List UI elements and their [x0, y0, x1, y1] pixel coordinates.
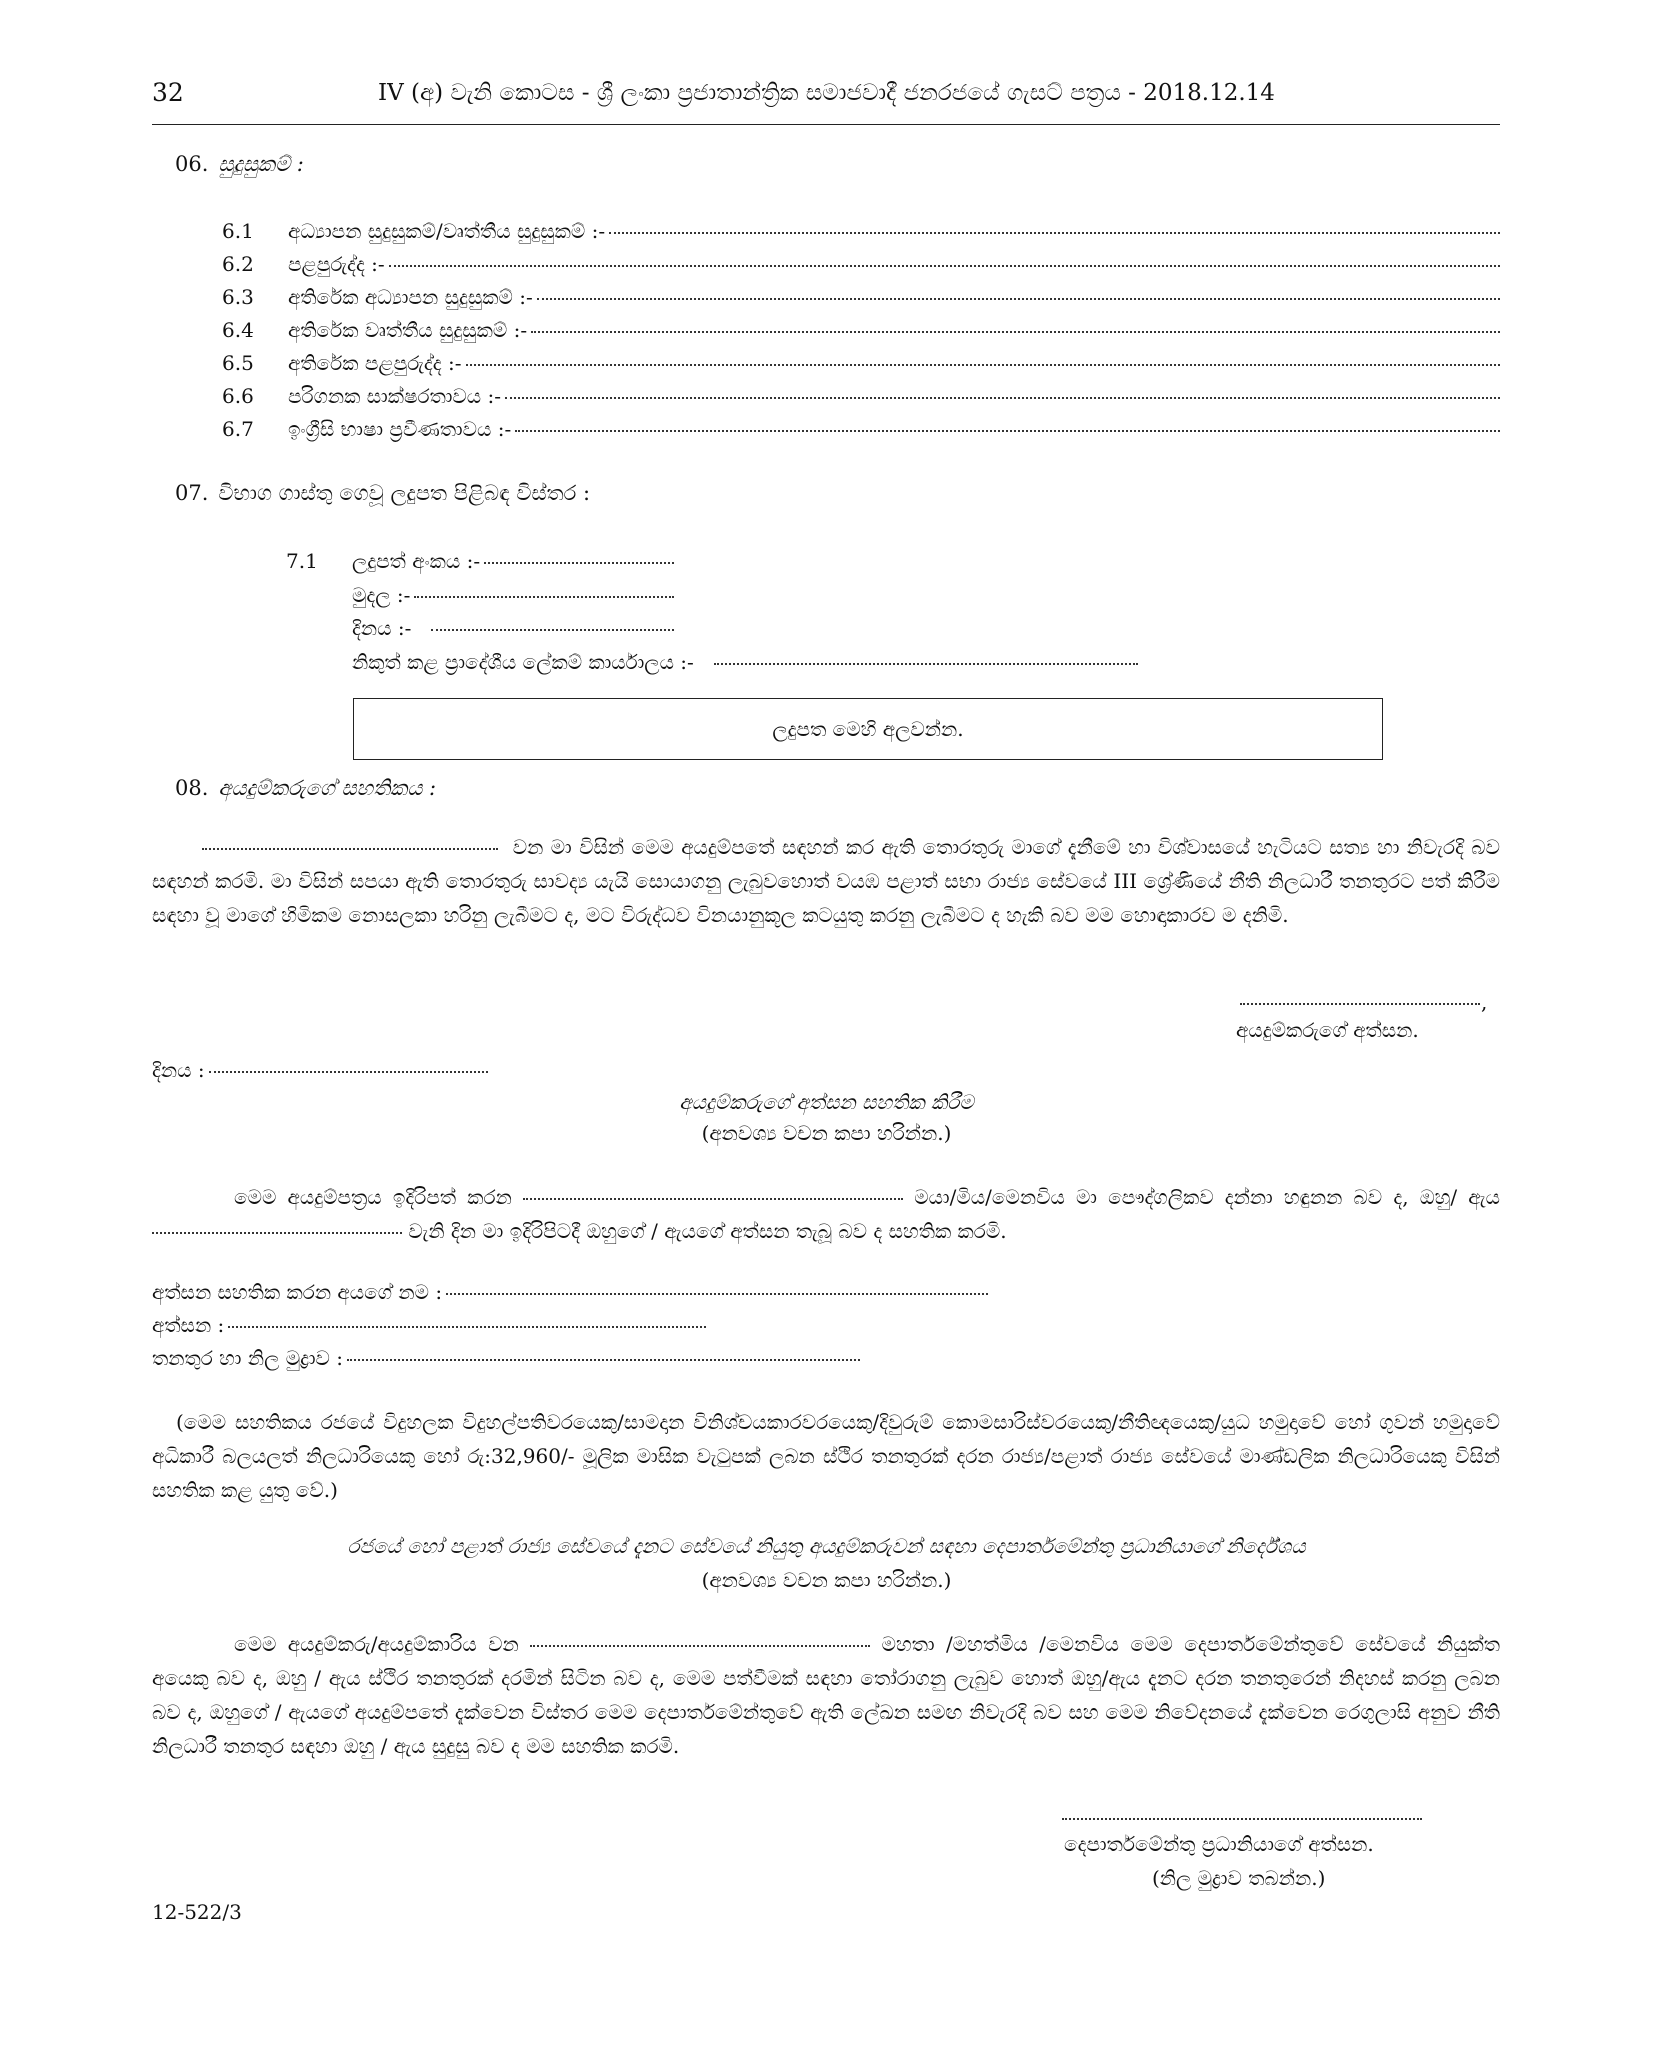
field-label: අත්සන සහතික කරන අයගේ නම :: [152, 1280, 443, 1304]
header-rule: [152, 124, 1500, 125]
section-07-heading: [175, 481, 590, 506]
applicant-name-blank[interactable]: [530, 1645, 870, 1647]
page-number: 32: [152, 78, 184, 107]
attestation-paragraph: [152, 1180, 1500, 1248]
declaration-text: වන මා විසින් මෙම අයදුම්පතේ සඳහන් කර ඇති තොරතුරු මාගේ දැනීමේ හා විශ්වාසයේ හැටියට සත්‍ය හා නිවැරදි බව සඳහන් කරමි. මා විසින් සපයා ඇති තොරතුරු සාවද්‍ය යැයි සොයාගනු ලැබුවහොත් වයඹ පළාත් සභා රාජ්‍ය සේවයේ III ශ්‍රේණියේ නීති නිලධාරී තනතුරට පත් කිරීම සඳහා වූ මාගේ හිමිකම නොසලකා හරිනු ලැබීමට ද, මට විරුද්ධව විනයානුකූල කටයුතු කරනු ලැබීමට ද හැකි බව මම හොඳාකාරව ම දනිමි.: [152, 835, 1500, 927]
section-title: අයදුම්කරුගේ සහතිකය :: [218, 776, 437, 800]
fill-in-line[interactable]: [484, 562, 674, 564]
section-06-heading: [175, 152, 304, 177]
attestation-note: (මෙම සහතිකය රජයේ විදුහලක විදුහල්පතිවරයෙකු/සාමදාන විනිශ්චයකාරවරයෙකු/දිවුරුම් කොමසාරිස්වරයෙකු/නීතිඥයෙකු/යුධ හමුදාවේ හෝ ගුවන් හමුදාවේ අධිකාරී බලයලත් නිලධාරියෙකු හෝ රු:32,960/- මූලික මාසික වැටුපක් ලබන ස්ථිර තනතුරක් දරන රාජ්‍ය/පළාත් රාජ්‍ය සේවයේ මාණ්ඩලික නිලධාරියෙකු විසින් සහතික කළ යුතු වේ.): [152, 1410, 1500, 1502]
item-number: 6.4: [222, 318, 254, 342]
field-label: තනතුර හා නිල මුද්‍රාව :: [152, 1346, 344, 1370]
fill-in-line[interactable]: [209, 1071, 488, 1073]
field-label: දිනය :-: [352, 616, 412, 640]
item-number: 6.1: [222, 219, 254, 243]
item-label: අතිරේක පළපුරුද්ද :-: [288, 351, 462, 375]
qualification-row: [222, 252, 1500, 276]
section-number: 07.: [175, 481, 209, 505]
fill-in-line[interactable]: [446, 1293, 988, 1295]
applicant-declaration: [152, 830, 1500, 932]
name-blank[interactable]: [202, 848, 498, 850]
fill-in-line[interactable]: [347, 1359, 860, 1361]
department-recommendation-paragraph: [152, 1627, 1500, 1763]
item-number: 6.2: [222, 252, 254, 276]
item-label: පරිගනක සාක්ෂරතාවය :-: [288, 384, 502, 408]
field-label: අත්සන :: [152, 1313, 225, 1337]
certifier-signature-field: [152, 1313, 706, 1337]
qualification-row: [222, 351, 1500, 375]
fill-in-line[interactable]: [714, 663, 1138, 665]
issuing-office-field: [352, 650, 1138, 674]
fill-in-line[interactable]: [389, 265, 1500, 267]
fill-in-line[interactable]: [414, 596, 674, 598]
notice-code: 12-522/3: [152, 1900, 242, 1924]
applicant-signature-label: අයදුම්කරුගේ අත්සන.: [1236, 1018, 1419, 1042]
attestation-text-a: මෙම අයදුම්පත්‍රය ඉදිරිපත් කරන: [234, 1185, 512, 1209]
attestation-title: අයදුම්කරුගේ අත්සන සහතික කිරීම: [679, 1090, 974, 1114]
item-label: අධ්‍යාපන සුදුසුකම්/වෘත්තීය සුදුසුකම් :-: [288, 219, 606, 243]
item-label: අතිරේක වෘත්තීය සුදුසුකම් :-: [288, 318, 528, 342]
attestation-date-blank[interactable]: [152, 1232, 402, 1234]
fill-in-line[interactable]: [609, 232, 1500, 234]
department-recommendation-title: රජයේ හෝ පළාත් රාජ්‍ය සේවයේ දැනට සේවයේ නියුතු අයදුම්කරුවන් සඳහා දෙපාර්තමේන්තු ප්‍රධානියාගේ නිර්දේශය: [347, 1534, 1306, 1558]
department-head-signature-label: දෙපාර්තමේන්තු ප්‍රධානියාගේ අත්සන.: [1064, 1832, 1374, 1856]
paste-instruction: ලදුපත මෙහි අලවන්න.: [772, 717, 964, 741]
qualification-row: [222, 318, 1500, 342]
section-08-heading: [175, 776, 436, 801]
qualification-row: [222, 417, 1500, 441]
receipt-number-field: [352, 549, 674, 573]
department-recommendation-subtitle: (අනවශ්‍ය වචන කපා හරින්න.): [701, 1568, 952, 1592]
section-number: 06.: [175, 152, 209, 176]
qualification-row: [222, 384, 1500, 408]
declaration-date-field: [152, 1058, 488, 1082]
attestation-text-c: වැනි දින මා ඉදිරිපිටදී ඔහුගේ / ඇයගේ අත්සන තැබූ බව ද සහතික කරමි.: [408, 1219, 1007, 1243]
fill-in-line[interactable]: [228, 1326, 706, 1328]
receipt-paste-box: [353, 698, 1383, 760]
item-number: 6.7: [222, 417, 254, 441]
qualification-row: [222, 219, 1500, 243]
field-label: දිනය :: [152, 1058, 205, 1082]
item-number: 6.6: [222, 384, 254, 408]
date-field: [352, 616, 674, 640]
applicant-name-blank[interactable]: [523, 1198, 903, 1200]
field-label: නිකුත් කළ ප්‍රාදේශීය ලේකම් කාර්යාලය :-: [352, 650, 694, 674]
field-label: ලදුපත් අංකය :-: [352, 549, 481, 573]
fill-in-line[interactable]: [505, 397, 1500, 399]
gazette-header-title: IV (අ) වැනි කොටස - ශ්‍රී ලංකා ප්‍රජාතාන්ත්‍රික සමාජවාදී ජනරජයේ ගැසට් පත්‍රය - 2018.12.14: [378, 80, 1275, 106]
section-title: සුදුසුකම් :: [218, 152, 304, 176]
item-label: පළපුරුද්ද :-: [288, 252, 385, 276]
field-label: මුදල :-: [352, 583, 411, 607]
certifier-name-field: [152, 1280, 988, 1304]
section-title: විභාග ගාස්තු ගෙවූ ලදුපත පිළිබඳ විස්තර :: [218, 481, 591, 505]
section-number: 08.: [175, 776, 209, 800]
applicant-signature-line[interactable]: [1240, 1003, 1480, 1005]
department-head-signature-line[interactable]: [1062, 1818, 1422, 1820]
item-number: 6.3: [222, 285, 254, 309]
subsection-number: 7.1: [286, 549, 318, 573]
fill-in-line[interactable]: [537, 298, 1500, 300]
attestation-text-b: මයා/මිය/මෙනවිය මා පෞද්ගලිකව දන්නා හඳුනන බව ද, ඔහු/ ඇය: [914, 1185, 1500, 1209]
attestation-subtitle: (අනවශ්‍ය වචන කපා හරින්න.): [701, 1121, 952, 1145]
item-label: ඉංග්‍රීසි භාෂා ප්‍රවීණතාවය :-: [288, 417, 512, 441]
certifier-post-field: [152, 1346, 860, 1370]
fill-in-line[interactable]: [515, 430, 1500, 432]
fill-in-line[interactable]: [466, 364, 1500, 366]
recommendation-text-a: මෙම අයදුම්කරු/අයදුම්කාරිය වන: [234, 1632, 519, 1656]
fill-in-line[interactable]: [431, 629, 674, 631]
signature-comma: ,: [1481, 990, 1488, 1014]
fill-in-line[interactable]: [531, 331, 1500, 333]
official-stamp-note: (නිල මුද්‍රාව තබන්න.): [1152, 1866, 1326, 1890]
recommendation-text-b: මහතා /මහත්මිය /මෙනවිය මෙම දෙපාර්තමේන්තුවේ සේවයේ නියුක්ත අයෙකු බව ද, ඔහු / ඇය ස්ථිර තනතුරක් දරමින් සිටින බව ද, මෙම පත්වීමක් සඳහා තෝරාගනු ලැබුව හොත් ඔහු/ඇය දැනට දරන තනතුරෙන් නිදහස් කරනු ලබන බව ද, ඔහුගේ / ඇයගේ අයදුම්පතේ දැක්වෙන විස්තර මෙම දෙපාර්තමේන්තුවේ ඇති ලේඛන සමඟ නිවැරදි බව සහ මෙම නිවේදනයේ දැක්වෙන රෙගුලාසි අනුව නීති නිලධාරී තනතුර සඳහා ඔහු / ඇය සුදුසු බව ද මම සහතික කරමි.: [152, 1632, 1501, 1758]
amount-field: [352, 583, 674, 607]
qualification-row: [222, 285, 1500, 309]
item-label: අතිරේක අධ්‍යාපන සුදුසුකම් :-: [288, 285, 533, 309]
item-number: 6.5: [222, 351, 254, 375]
